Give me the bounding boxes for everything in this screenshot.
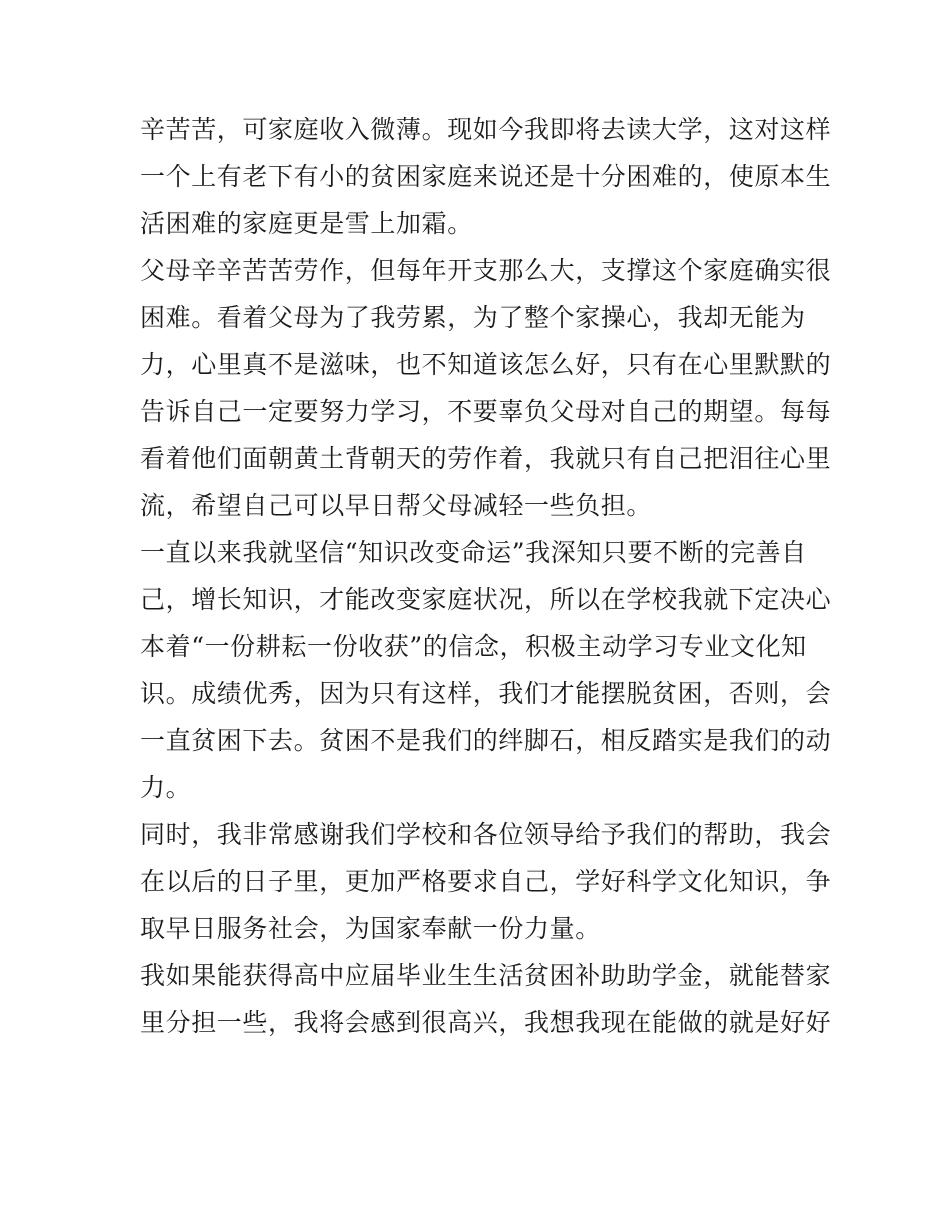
- text-line: 父母辛辛苦苦劳作，但每年开支那么大，支撑这个家庭确实很: [140, 256, 832, 285]
- text-line: 流，希望自己可以早日帮父母减轻一些负担。: [140, 491, 653, 520]
- text-line: 一直贫困下去。贫困不是我们的绊脚石，相反踏实是我们的动: [140, 726, 832, 755]
- text-line: 识。成绩优秀，因为只有这样，我们才能摆脱贫困，否则，会: [140, 679, 832, 708]
- text-line: 我如果能获得高中应届毕业生生活贫困补助助学金，就能替家: [140, 961, 832, 990]
- text-line: 告诉自己一定要努力学习，不要辜负父母对自己的期望。每每: [140, 397, 832, 426]
- text-line: 同时，我非常感谢我们学校和各位领导给予我们的帮助，我会: [140, 820, 832, 849]
- text-line: 力，心里真不是滋味，也不知道该怎么好，只有在心里默默的: [140, 350, 832, 379]
- body-text: [140, 106, 832, 1046]
- text-line: 力。: [140, 773, 192, 802]
- text-line: 辛苦苦，可家庭收入微薄。现如今我即将去读大学，这对这样: [140, 115, 832, 144]
- text-line: 一个上有老下有小的贫困家庭来说还是十分困难的，使原本生: [140, 162, 832, 191]
- text-line: 在以后的日子里，更加严格要求自己，学好科学文化知识，争: [140, 867, 832, 896]
- text-line: 活困难的家庭更是雪上加霜。: [140, 209, 473, 238]
- text-line: 困难。看着父母为了我劳累，为了整个家操心，我却无能为: [140, 303, 806, 332]
- text-line: 看着他们面朝黄土背朝天的劳作着，我就只有自己把泪往心里: [140, 444, 832, 473]
- text-line: 本着“一份耕耘一份收获”的信念，积极主动学习专业文化知: [140, 632, 807, 661]
- text-line: 取早日服务社会，为国家奉献一份力量。: [140, 914, 601, 943]
- text-line: 己，增长知识，才能改变家庭状况，所以在学校我就下定决心: [140, 585, 832, 614]
- text-line: 一直以来我就坚信“知识改变命运”我深知只要不断的完善自: [140, 538, 807, 567]
- text-line: 里分担一些，我将会感到很高兴，我想我现在能做的就是好好: [140, 1008, 832, 1037]
